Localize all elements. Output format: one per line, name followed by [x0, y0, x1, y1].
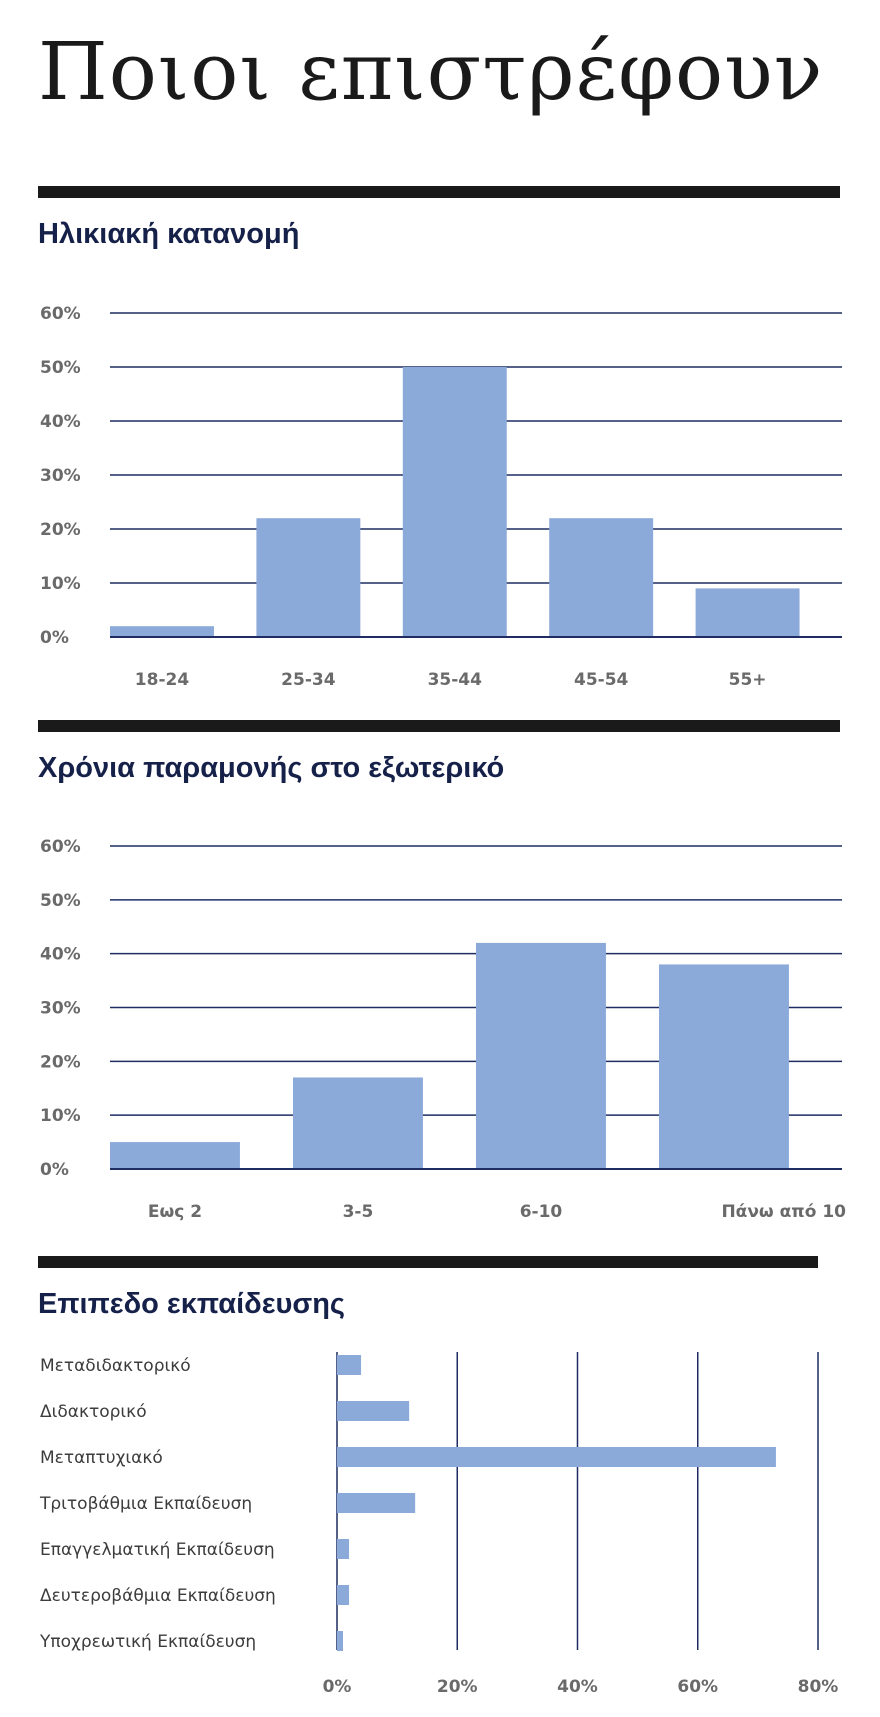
y-category-label: Μεταδιδακτορικό — [40, 1356, 191, 1376]
bar — [337, 1447, 776, 1467]
y-tick-label: 50% — [40, 358, 81, 378]
y-tick-label: 10% — [40, 574, 81, 594]
x-tick-label: 40% — [557, 1677, 598, 1697]
x-tick-label: 0% — [322, 1677, 352, 1697]
bar — [337, 1631, 343, 1651]
y-tick-label: 20% — [40, 520, 81, 540]
y-tick-label: 30% — [40, 466, 81, 486]
x-tick-label: 80% — [797, 1677, 839, 1697]
y-tick-label: 40% — [40, 412, 81, 432]
y-tick-label: 0% — [40, 628, 69, 648]
x-category-label: Πάνω από 10 — [721, 1202, 846, 1222]
y-category-label: Υποχρεωτική Εκπαίδευση — [40, 1632, 257, 1652]
y-category-label: Επαγγελματική Εκπαίδευση — [40, 1540, 275, 1560]
y-tick-label: 60% — [40, 304, 81, 324]
bar — [337, 1355, 361, 1375]
x-category-label: 55+ — [728, 670, 767, 690]
y-tick-label: 50% — [40, 890, 81, 911]
y-tick-label: 60% — [40, 837, 81, 857]
page-title: Ποιοι επιστρέφουν — [38, 25, 824, 118]
x-category-label: Εως 2 — [147, 1202, 203, 1222]
y-tick-label: 10% — [40, 1106, 81, 1127]
y-category-label: Μεταπτυχιακό — [40, 1448, 163, 1468]
x-category-label: 35-44 — [427, 670, 482, 690]
y-category-label: Δευτεροβάθμια Εκπαίδευση — [40, 1586, 276, 1606]
years-abroad-chart-title: Χρόνια παραμονής στο εξωτερικό — [38, 752, 505, 784]
bar — [337, 1401, 409, 1421]
x-tick-label: 20% — [436, 1677, 478, 1697]
x-category-label: 3-5 — [342, 1202, 374, 1222]
bar — [337, 1539, 349, 1559]
y-category-label: Διδακτορικό — [40, 1402, 147, 1422]
age-chart-title: Ηλικιακή κατανομή — [38, 218, 300, 250]
y-tick-label: 30% — [40, 998, 81, 1019]
y-tick-label: 40% — [40, 944, 81, 965]
y-tick-label: 0% — [40, 1160, 69, 1180]
education-chart-title: Επιπεδο εκπαίδευσης — [38, 1288, 346, 1320]
y-tick-label: 20% — [40, 1052, 81, 1073]
x-category-label: 25-34 — [281, 670, 336, 690]
x-category-label: 18-24 — [134, 670, 190, 690]
x-category-label: 6-10 — [519, 1202, 563, 1222]
bar — [337, 1585, 349, 1605]
bar — [337, 1493, 415, 1513]
x-tick-label: 60% — [677, 1677, 719, 1697]
y-category-label: Τριτοβάθμια Εκπαίδευση — [40, 1494, 253, 1514]
x-category-label: 45-54 — [573, 670, 629, 690]
